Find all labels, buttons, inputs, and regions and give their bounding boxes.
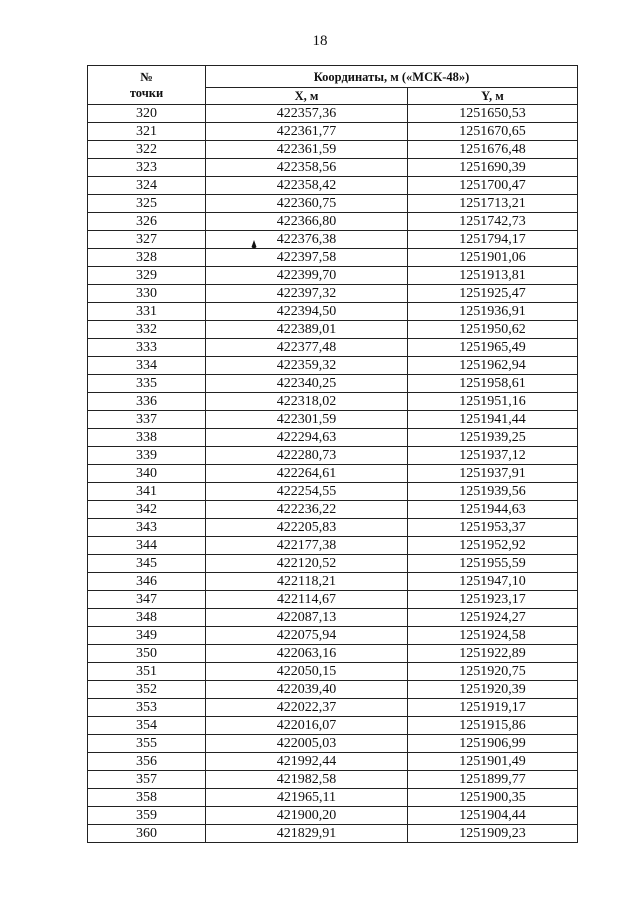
x-coordinate-cell: 422359,32: [206, 357, 408, 375]
y-coordinate-cell: 1251900,35: [408, 789, 578, 807]
x-coordinate-cell: 422358,56: [206, 159, 408, 177]
x-column-header: X, м: [206, 88, 408, 105]
coordinates-header: Координаты, м («МСК-48»): [206, 66, 578, 88]
x-coordinate-cell: 422376,38: [206, 231, 408, 249]
y-coordinate-cell: 1251936,91: [408, 303, 578, 321]
point-number-cell: 345: [88, 555, 206, 573]
y-coordinate-cell: 1251939,25: [408, 429, 578, 447]
x-coordinate-cell: 421992,44: [206, 753, 408, 771]
y-coordinate-cell: 1251944,63: [408, 501, 578, 519]
point-number-cell: 344: [88, 537, 206, 555]
table-row: [88, 537, 578, 555]
table-row: [88, 591, 578, 609]
point-number-cell: 338: [88, 429, 206, 447]
page-number: 18: [312, 33, 328, 49]
y-coordinate-cell: 1251901,06: [408, 249, 578, 267]
table-row: [88, 465, 578, 483]
point-number-cell: 329: [88, 267, 206, 285]
y-column-header: Y, м: [408, 88, 578, 105]
x-coordinate-cell: 422254,55: [206, 483, 408, 501]
table-row: [88, 411, 578, 429]
y-coordinate-cell: 1251937,12: [408, 447, 578, 465]
x-coordinate-cell: 422318,02: [206, 393, 408, 411]
table-row: [88, 789, 578, 807]
y-coordinate-cell: 1251923,17: [408, 591, 578, 609]
table-row: [88, 717, 578, 735]
y-coordinate-cell: 1251713,21: [408, 195, 578, 213]
point-number-cell: 359: [88, 807, 206, 825]
point-number-cell: 349: [88, 627, 206, 645]
table-row: [88, 609, 578, 627]
point-number-cell: 346: [88, 573, 206, 591]
x-coordinate-cell: 422294,63: [206, 429, 408, 447]
point-number-cell: 336: [88, 393, 206, 411]
x-coordinate-cell: 422205,83: [206, 519, 408, 537]
x-coordinate-cell: 422022,37: [206, 699, 408, 717]
x-coordinate-cell: 422280,73: [206, 447, 408, 465]
y-coordinate-cell: 1251924,27: [408, 609, 578, 627]
table-row: [88, 681, 578, 699]
x-coordinate-cell: 422397,32: [206, 285, 408, 303]
point-number-cell: 351: [88, 663, 206, 681]
point-number-cell: 353: [88, 699, 206, 717]
point-number-cell: 321: [88, 123, 206, 141]
point-number-cell: 331: [88, 303, 206, 321]
x-coordinate-cell: 422118,21: [206, 573, 408, 591]
point-number-cell: 340: [88, 465, 206, 483]
point-number-cell: 334: [88, 357, 206, 375]
point-number-cell: 335: [88, 375, 206, 393]
point-number-cell: 320: [88, 105, 206, 123]
table-row: [88, 555, 578, 573]
x-coordinate-cell: 421829,91: [206, 825, 408, 843]
table-row: [88, 249, 578, 267]
point-number-word: точки: [129, 86, 164, 100]
x-coordinate-cell: 422340,25: [206, 375, 408, 393]
table-row: [88, 105, 578, 123]
y-coordinate-cell: 1251906,99: [408, 735, 578, 753]
table-row: [88, 825, 578, 843]
x-coordinate-cell: 421982,58: [206, 771, 408, 789]
x-coordinate-cell: 422366,80: [206, 213, 408, 231]
x-coordinate-cell: 422394,50: [206, 303, 408, 321]
x-coordinate-cell: 422360,75: [206, 195, 408, 213]
y-coordinate-cell: 1251913,81: [408, 267, 578, 285]
table-row: [88, 771, 578, 789]
x-coordinate-cell: 422236,22: [206, 501, 408, 519]
x-coordinate-cell: 422075,94: [206, 627, 408, 645]
y-coordinate-cell: 1251901,49: [408, 753, 578, 771]
coordinates-rows: [88, 105, 578, 843]
y-coordinate-cell: 1251941,44: [408, 411, 578, 429]
point-number-cell: 341: [88, 483, 206, 501]
x-coordinate-cell: 422358,42: [206, 177, 408, 195]
point-number-cell: 323: [88, 159, 206, 177]
table-row: [88, 141, 578, 159]
x-coordinate-cell: 422361,77: [206, 123, 408, 141]
point-number-cell: 354: [88, 717, 206, 735]
x-coordinate-cell: 422399,70: [206, 267, 408, 285]
table-row: [88, 123, 578, 141]
y-coordinate-cell: 1251920,75: [408, 663, 578, 681]
x-coordinate-cell: 422357,36: [206, 105, 408, 123]
table-row: [88, 429, 578, 447]
point-number-cell: 325: [88, 195, 206, 213]
x-coordinate-cell: 421965,11: [206, 789, 408, 807]
table-row: [88, 267, 578, 285]
y-coordinate-cell: 1251955,59: [408, 555, 578, 573]
y-coordinate-cell: 1251924,58: [408, 627, 578, 645]
y-coordinate-cell: 1251676,48: [408, 141, 578, 159]
point-number-cell: 347: [88, 591, 206, 609]
point-number-cell: 327: [88, 231, 206, 249]
y-coordinate-cell: 1251922,89: [408, 645, 578, 663]
y-coordinate-cell: 1251670,65: [408, 123, 578, 141]
point-number-cell: 360: [88, 825, 206, 843]
x-coordinate-cell: 422361,59: [206, 141, 408, 159]
table-row: [88, 519, 578, 537]
table-row: [88, 195, 578, 213]
point-number-cell: 357: [88, 771, 206, 789]
point-number-cell: 358: [88, 789, 206, 807]
x-coordinate-cell: 422397,58: [206, 249, 408, 267]
x-coordinate-cell: 422301,59: [206, 411, 408, 429]
y-coordinate-cell: 1251947,10: [408, 573, 578, 591]
x-coordinate-cell: 422264,61: [206, 465, 408, 483]
table-row: [88, 375, 578, 393]
table-row: [88, 231, 578, 249]
ink-blot-mark: [251, 240, 257, 250]
x-coordinate-cell: 422050,15: [206, 663, 408, 681]
table-row: [88, 501, 578, 519]
point-number-cell: 355: [88, 735, 206, 753]
point-number-header: [88, 66, 206, 105]
y-coordinate-cell: 1251919,17: [408, 699, 578, 717]
y-coordinate-cell: 1251690,39: [408, 159, 578, 177]
y-coordinate-cell: 1251958,61: [408, 375, 578, 393]
point-number-symbol: №: [140, 70, 153, 84]
x-coordinate-cell: 422039,40: [206, 681, 408, 699]
point-number-cell: 342: [88, 501, 206, 519]
x-coordinate-cell: 422114,67: [206, 591, 408, 609]
y-coordinate-cell: 1251794,17: [408, 231, 578, 249]
coordinates-table: [87, 65, 578, 843]
table-row: [88, 321, 578, 339]
y-coordinate-cell: 1251962,94: [408, 357, 578, 375]
table-row: [88, 339, 578, 357]
point-number-cell: 324: [88, 177, 206, 195]
y-coordinate-cell: 1251925,47: [408, 285, 578, 303]
x-coordinate-cell: 421900,20: [206, 807, 408, 825]
y-coordinate-cell: 1251939,56: [408, 483, 578, 501]
y-coordinate-cell: 1251965,49: [408, 339, 578, 357]
table-row: [88, 357, 578, 375]
table-row: [88, 573, 578, 591]
x-coordinate-cell: 422005,03: [206, 735, 408, 753]
y-coordinate-cell: 1251899,77: [408, 771, 578, 789]
table-row: [88, 303, 578, 321]
x-coordinate-cell: 422063,16: [206, 645, 408, 663]
y-coordinate-cell: 1251700,47: [408, 177, 578, 195]
table-row: [88, 645, 578, 663]
table-row: [88, 177, 578, 195]
table-row: [88, 753, 578, 771]
point-number-cell: 339: [88, 447, 206, 465]
point-number-cell: 348: [88, 609, 206, 627]
point-number-cell: 350: [88, 645, 206, 663]
point-number-cell: 332: [88, 321, 206, 339]
table-row: [88, 627, 578, 645]
point-number-cell: 330: [88, 285, 206, 303]
point-number-cell: 326: [88, 213, 206, 231]
y-coordinate-cell: 1251920,39: [408, 681, 578, 699]
x-coordinate-cell: 422016,07: [206, 717, 408, 735]
point-number-cell: 343: [88, 519, 206, 537]
point-number-cell: 322: [88, 141, 206, 159]
y-coordinate-cell: 1251950,62: [408, 321, 578, 339]
point-number-cell: 352: [88, 681, 206, 699]
table-row: [88, 483, 578, 501]
table-row: [88, 447, 578, 465]
y-coordinate-cell: 1251951,16: [408, 393, 578, 411]
x-coordinate-cell: 422377,48: [206, 339, 408, 357]
table-row: [88, 159, 578, 177]
y-coordinate-cell: 1251909,23: [408, 825, 578, 843]
y-coordinate-cell: 1251953,37: [408, 519, 578, 537]
y-coordinate-cell: 1251650,53: [408, 105, 578, 123]
x-coordinate-cell: 422177,38: [206, 537, 408, 555]
point-number-cell: 356: [88, 753, 206, 771]
table-row: [88, 285, 578, 303]
y-coordinate-cell: 1251952,92: [408, 537, 578, 555]
table-row: [88, 213, 578, 231]
point-number-cell: 328: [88, 249, 206, 267]
table-row: [88, 663, 578, 681]
y-coordinate-cell: 1251904,44: [408, 807, 578, 825]
point-number-cell: 333: [88, 339, 206, 357]
table-row: [88, 393, 578, 411]
table-row: [88, 807, 578, 825]
table-row: [88, 699, 578, 717]
x-coordinate-cell: 422389,01: [206, 321, 408, 339]
x-coordinate-cell: 422087,13: [206, 609, 408, 627]
y-coordinate-cell: 1251742,73: [408, 213, 578, 231]
x-coordinate-cell: 422120,52: [206, 555, 408, 573]
y-coordinate-cell: 1251937,91: [408, 465, 578, 483]
table-row: [88, 735, 578, 753]
y-coordinate-cell: 1251915,86: [408, 717, 578, 735]
point-number-cell: 337: [88, 411, 206, 429]
